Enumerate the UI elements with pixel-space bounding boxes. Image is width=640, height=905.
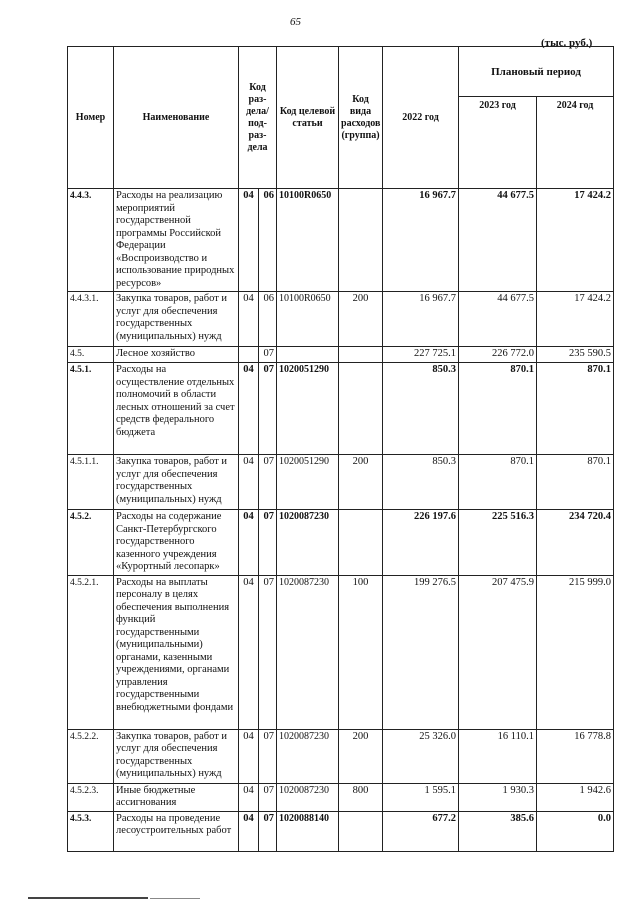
row-target: 10100R0650 <box>277 292 339 347</box>
row-name: Расходы на осуществление отдельных полномочий в области лесных отношений за счет средств федерального бюджета <box>114 363 239 455</box>
row-number: 4.4.3.1. <box>68 292 114 347</box>
row-2024: 16 778.8 <box>537 729 614 783</box>
header-planned-period: Плановый период <box>459 47 614 97</box>
row-2022: 227 725.1 <box>383 347 459 363</box>
row-section: 04 <box>239 189 259 292</box>
row-2023: 870.1 <box>459 363 537 455</box>
row-target: 1020051290 <box>277 363 339 455</box>
header-expense-type: Код вида расходов (группа) <box>339 47 383 189</box>
row-subsection: 06 <box>259 292 277 347</box>
row-2023: 44 677.5 <box>459 189 537 292</box>
row-section: 04 <box>239 811 259 851</box>
table-row <box>68 455 614 510</box>
table-row <box>68 292 614 347</box>
row-name: Расходы на проведение лесоустроительных работ <box>114 811 239 851</box>
row-2023: 870.1 <box>459 455 537 510</box>
row-2023: 385.6 <box>459 811 537 851</box>
row-2022: 1 595.1 <box>383 783 459 811</box>
row-subsection: 07 <box>259 347 277 363</box>
row-expense-type <box>339 510 383 576</box>
row-2023: 225 516.3 <box>459 510 537 576</box>
row-name: Иные бюджетные ассигнования <box>114 783 239 811</box>
row-2024: 235 590.5 <box>537 347 614 363</box>
row-name: Лесное хозяйство <box>114 347 239 363</box>
row-section <box>239 347 259 363</box>
row-2024: 215 999.0 <box>537 575 614 729</box>
row-expense-type <box>339 347 383 363</box>
footer-rule <box>28 897 148 899</box>
header-number: Номер <box>68 47 114 189</box>
row-2024: 234 720.4 <box>537 510 614 576</box>
row-2022: 16 967.7 <box>383 189 459 292</box>
page-number: 65 <box>290 16 301 28</box>
row-number: 4.5.2.3. <box>68 783 114 811</box>
row-section: 04 <box>239 292 259 347</box>
row-section: 04 <box>239 455 259 510</box>
row-number: 4.5.2.1. <box>68 575 114 729</box>
row-2023: 207 475.9 <box>459 575 537 729</box>
row-subsection: 07 <box>259 363 277 455</box>
header-name: Наименование <box>114 47 239 189</box>
header-year-2022: 2022 год <box>383 47 459 189</box>
row-subsection: 07 <box>259 811 277 851</box>
row-subsection: 07 <box>259 510 277 576</box>
row-section: 04 <box>239 510 259 576</box>
row-section: 04 <box>239 575 259 729</box>
row-2024: 0.0 <box>537 811 614 851</box>
header-section: Код раз- дела/ под- раз- дела <box>239 47 277 189</box>
row-2024: 870.1 <box>537 363 614 455</box>
row-target: 1020087230 <box>277 729 339 783</box>
row-number: 4.5.2.2. <box>68 729 114 783</box>
header-year-2023: 2023 год <box>459 97 537 189</box>
row-2023: 1 930.3 <box>459 783 537 811</box>
row-2024: 870.1 <box>537 455 614 510</box>
row-number: 4.5. <box>68 347 114 363</box>
row-2022: 25 326.0 <box>383 729 459 783</box>
row-target: 10100R0650 <box>277 189 339 292</box>
row-2023: 226 772.0 <box>459 347 537 363</box>
table-row <box>68 811 614 851</box>
row-2023: 44 677.5 <box>459 292 537 347</box>
header-target: Код целевой статьи <box>277 47 339 189</box>
row-section: 04 <box>239 363 259 455</box>
row-number: 4.5.1. <box>68 363 114 455</box>
row-target <box>277 347 339 363</box>
row-2024: 1 942.6 <box>537 783 614 811</box>
row-name: Расходы на выплаты персоналу в целях обеспечения выполнения функций государственными (муниципальными) органами, казенными учреждениями, органами управления государственными внебюджетными фондами <box>114 575 239 729</box>
row-expense-type <box>339 811 383 851</box>
row-number: 4.5.2. <box>68 510 114 576</box>
row-number: 4.4.3. <box>68 189 114 292</box>
table-row <box>68 363 614 455</box>
row-subsection: 07 <box>259 729 277 783</box>
row-expense-type: 200 <box>339 729 383 783</box>
row-2024: 17 424.2 <box>537 189 614 292</box>
row-section: 04 <box>239 729 259 783</box>
budget-table <box>67 46 614 852</box>
row-section: 04 <box>239 783 259 811</box>
row-expense-type <box>339 189 383 292</box>
row-2022: 199 276.5 <box>383 575 459 729</box>
row-name: Закупка товаров, работ и услуг для обеспечения государственных (муниципальных) нужд <box>114 292 239 347</box>
row-target: 1020087230 <box>277 783 339 811</box>
table-row <box>68 575 614 729</box>
row-name: Расходы на реализацию мероприятий государственной программы Российской Федерации «Воспроизводство и использование природных ресурсов» <box>114 189 239 292</box>
row-2022: 677.2 <box>383 811 459 851</box>
row-expense-type: 100 <box>339 575 383 729</box>
row-2022: 850.3 <box>383 363 459 455</box>
header-year-2024: 2024 год <box>537 97 614 189</box>
footer-rule-tail <box>150 898 200 899</box>
row-name: Закупка товаров, работ и услуг для обеспечения государственных (муниципальных) нужд <box>114 455 239 510</box>
row-subsection: 07 <box>259 783 277 811</box>
row-subsection: 07 <box>259 575 277 729</box>
row-2024: 17 424.2 <box>537 292 614 347</box>
table-row <box>68 783 614 811</box>
row-2023: 16 110.1 <box>459 729 537 783</box>
row-number: 4.5.3. <box>68 811 114 851</box>
table-row <box>68 510 614 576</box>
row-2022: 16 967.7 <box>383 292 459 347</box>
row-target: 1020051290 <box>277 455 339 510</box>
row-name: Расходы на содержание Санкт-Петербургского государственного казенного учреждения «Курортный лесопарк» <box>114 510 239 576</box>
row-subsection: 07 <box>259 455 277 510</box>
table-row <box>68 189 614 292</box>
row-expense-type: 200 <box>339 292 383 347</box>
table-row <box>68 347 614 363</box>
row-subsection: 06 <box>259 189 277 292</box>
row-target: 1020087230 <box>277 575 339 729</box>
row-2022: 850.3 <box>383 455 459 510</box>
row-expense-type <box>339 363 383 455</box>
units-label: (тыс. руб.) <box>541 37 593 49</box>
row-2022: 226 197.6 <box>383 510 459 576</box>
row-expense-type: 800 <box>339 783 383 811</box>
row-target: 1020088140 <box>277 811 339 851</box>
table-row <box>68 729 614 783</box>
row-target: 1020087230 <box>277 510 339 576</box>
row-expense-type: 200 <box>339 455 383 510</box>
row-name: Закупка товаров, работ и услуг для обеспечения государственных (муниципальных) нужд <box>114 729 239 783</box>
row-number: 4.5.1.1. <box>68 455 114 510</box>
